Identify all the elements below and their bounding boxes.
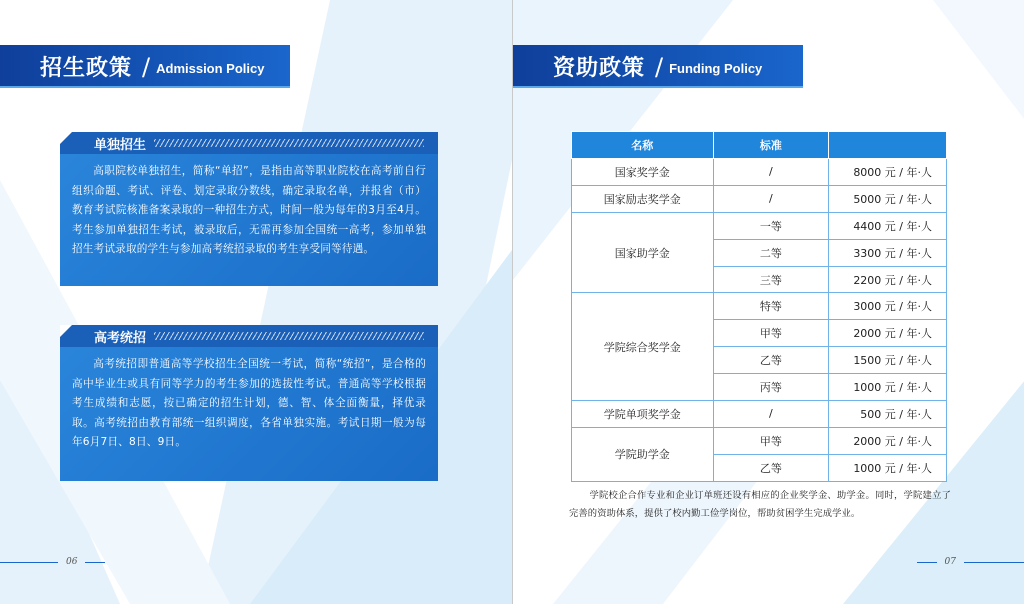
funding-amount-cell: 3300 元 / 年·人 <box>829 239 947 266</box>
funding-level-cell: 甲等 <box>713 427 829 454</box>
funding-level-cell: 一等 <box>713 212 829 239</box>
table-row <box>572 427 947 454</box>
funding-name-cell: 学院综合奖学金 <box>572 293 714 401</box>
admission-policy-header <box>0 45 290 88</box>
funding-amount-cell: 8000 元 / 年·人 <box>829 159 947 186</box>
column-header-standard: 标准 <box>713 132 829 159</box>
table-body <box>572 159 947 482</box>
page-number-rule <box>917 562 937 563</box>
funding-name-cell: 学院助学金 <box>572 427 714 481</box>
funding-amount-cell: 2000 元 / 年·人 <box>829 427 947 454</box>
page-number-rule <box>964 562 1024 563</box>
funding-level-cell: 甲等 <box>713 320 829 347</box>
table-row <box>572 212 947 239</box>
funding-amount-cell: 500 元 / 年·人 <box>829 401 947 428</box>
page-number-text: 06 <box>66 557 78 567</box>
funding-name-cell: 学院单项奖学金 <box>572 401 714 428</box>
funding-amount-cell: 1500 元 / 年·人 <box>829 347 947 374</box>
funding-level-cell: / <box>713 159 829 186</box>
page-number-rule <box>0 562 58 563</box>
funding-level-cell: 三等 <box>713 266 829 293</box>
page-number-text: 07 <box>944 557 956 567</box>
table-row <box>572 401 947 428</box>
funding-name-cell: 国家奖学金 <box>572 159 714 186</box>
funding-amount-cell: 5000 元 / 年·人 <box>829 185 947 212</box>
table-header-row <box>572 132 947 159</box>
table-row <box>572 185 947 212</box>
decorative-hatch <box>154 332 424 340</box>
card-body-text: 高考统招即普通高等学校招生全国统一考试，简称“统招”，是合格的高中毕业生或具有同等学力的考生参加的选拔性考试。普通高等学校根据考生成绩和志愿，按已确定的招生计划，德、智、体全面衡量，择优录取。高考统招由教育部统一组织调度，各省单独实施。考试日期一般为每年6月7日、8日、9日。 <box>72 358 426 448</box>
card-corner-notch <box>60 132 72 144</box>
funding-table <box>571 131 947 482</box>
card-title: 单独招生 <box>94 137 147 153</box>
funding-amount-cell: 2000 元 / 年·人 <box>829 320 947 347</box>
funding-amount-cell: 3000 元 / 年·人 <box>829 293 947 320</box>
funding-level-cell: 乙等 <box>713 454 829 481</box>
card-title-bar <box>60 132 438 154</box>
funding-amount-cell: 4400 元 / 年·人 <box>829 212 947 239</box>
funding-level-cell: 二等 <box>713 239 829 266</box>
header-slash: / <box>142 52 151 81</box>
page-number-rule <box>85 562 105 563</box>
header-title-en: Funding Policy <box>669 61 763 76</box>
card-title: 高考统招 <box>94 330 147 346</box>
funding-level-cell: 特等 <box>713 293 829 320</box>
header-title-zh: 招生政策 <box>40 55 133 81</box>
funding-note: 学院校企合作专业和企业订单班还设有相应的企业奖学金、助学金。同时，学院建立了完善的资助体系，提供了校内勤工俭学岗位，帮助贫困学生完成学业。 <box>569 490 951 519</box>
right-page <box>512 0 1024 604</box>
independent-enrollment-card <box>60 132 438 286</box>
column-header-amount <box>829 132 947 159</box>
header-title-en: Admission Policy <box>156 61 265 76</box>
gaokao-enrollment-card <box>60 325 438 481</box>
page-number-left <box>0 557 105 567</box>
header-title-zh: 资助政策 <box>553 55 646 81</box>
column-header-name: 名称 <box>572 132 714 159</box>
page-number-right <box>917 557 1024 567</box>
funding-amount-cell: 1000 元 / 年·人 <box>829 454 947 481</box>
table-row <box>572 293 947 320</box>
card-title-bar <box>60 325 438 347</box>
header-slash: / <box>655 52 664 81</box>
funding-level-cell: / <box>713 401 829 428</box>
decorative-hatch <box>154 139 424 147</box>
table-row <box>572 159 947 186</box>
card-body-text: 高职院校单独招生，简称“单招”，是指由高等职业院校在高考前自行组织命题、考试、评卷、划定录取分数线，确定录取名单，并报省（市）教育考试院核准备案录取的一种招生方式，时间一般为每年的3月至4月。考生参加单独招生考试，被录取后，无需再参加全国统一高考，参加单独招生考试录取的学生与参加高考统招录取的考生享受同等待遇。 <box>72 165 426 255</box>
funding-level-cell: 丙等 <box>713 374 829 401</box>
funding-name-cell: 国家助学金 <box>572 212 714 293</box>
funding-level-cell: / <box>713 185 829 212</box>
funding-name-cell: 国家励志奖学金 <box>572 185 714 212</box>
funding-policy-header <box>513 45 803 88</box>
funding-amount-cell: 1000 元 / 年·人 <box>829 374 947 401</box>
card-corner-notch <box>60 325 72 337</box>
funding-level-cell: 乙等 <box>713 347 829 374</box>
funding-amount-cell: 2200 元 / 年·人 <box>829 266 947 293</box>
